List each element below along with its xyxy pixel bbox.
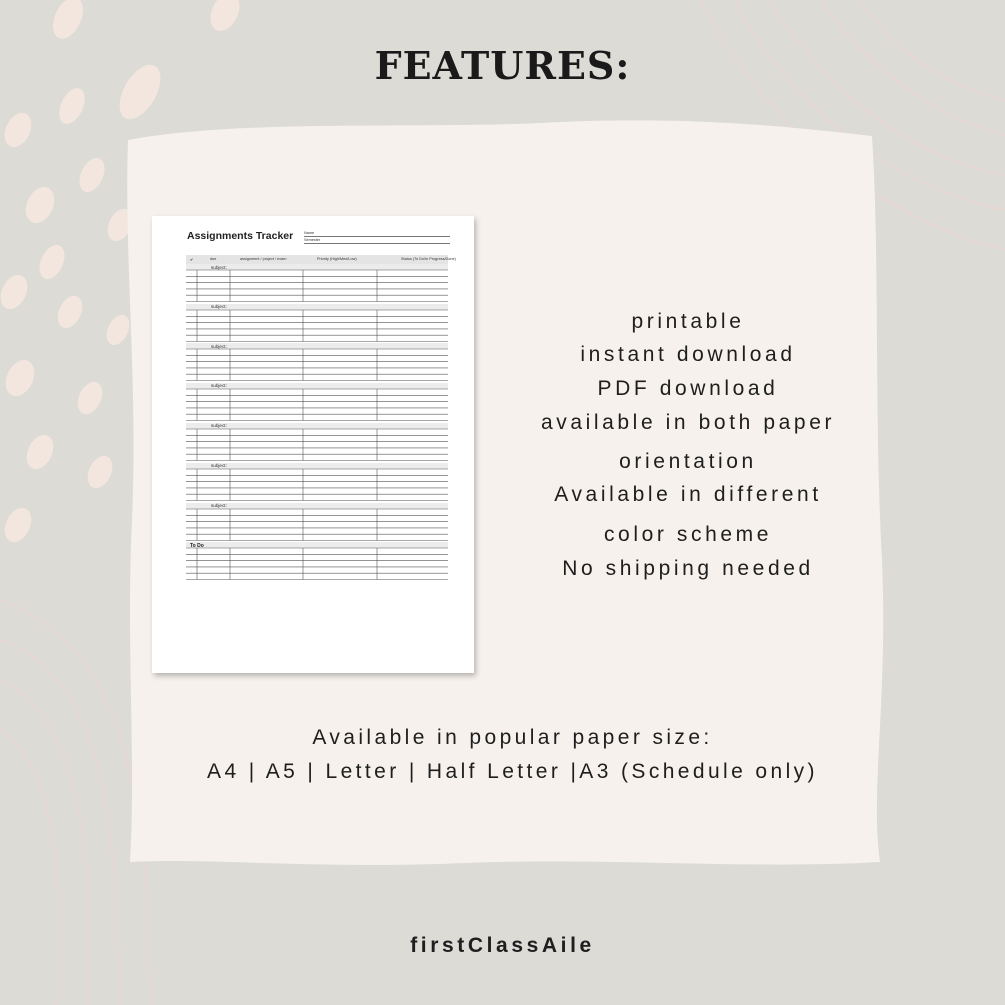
shop-brand: firstClassAile [410,934,595,957]
preview-name-label: Name [304,231,315,235]
preview-title: Assignments Tracker [187,230,294,242]
feature-item: No shipping needed [562,557,814,580]
assignments-tracker-preview [152,216,474,673]
feature-item: available in both paper [540,411,836,434]
feature-item: orientation [619,450,757,473]
feature-item: instant download [580,343,796,366]
subject-label: subject: [211,304,227,309]
feature-item: color scheme [603,523,773,546]
subject-label: subject: [211,344,227,349]
preview-semester-label: Semester [304,238,321,242]
paper-size-list: A4 | A5 | Letter | Half Letter |A3 (Schedule only) [207,760,818,783]
page-title: FEATURES: [374,43,631,88]
subject-label: subject: [211,383,227,388]
due-column: due [210,257,217,261]
subject-label: subject: [211,423,227,428]
subject-label: subject: [211,265,227,270]
preview-table-grid [152,216,474,673]
feature-item: PDF download [597,377,779,400]
feature-item: Available in different [554,483,822,506]
section-band [186,542,448,548]
check-column: ✔ [190,258,194,262]
subject-label: subject: [211,463,227,468]
todo-label: To Do [190,543,204,549]
subject-label: subject: [211,503,227,508]
paper-size-heading: Available in popular paper size: [312,726,713,749]
priority-column: Priority (High/Med/Low) [317,257,357,261]
status-column: Status (To Do/In Progress/Done) [401,257,456,261]
assignment-column: assignment / project / exam [240,257,287,261]
feature-item: printable [631,310,745,333]
